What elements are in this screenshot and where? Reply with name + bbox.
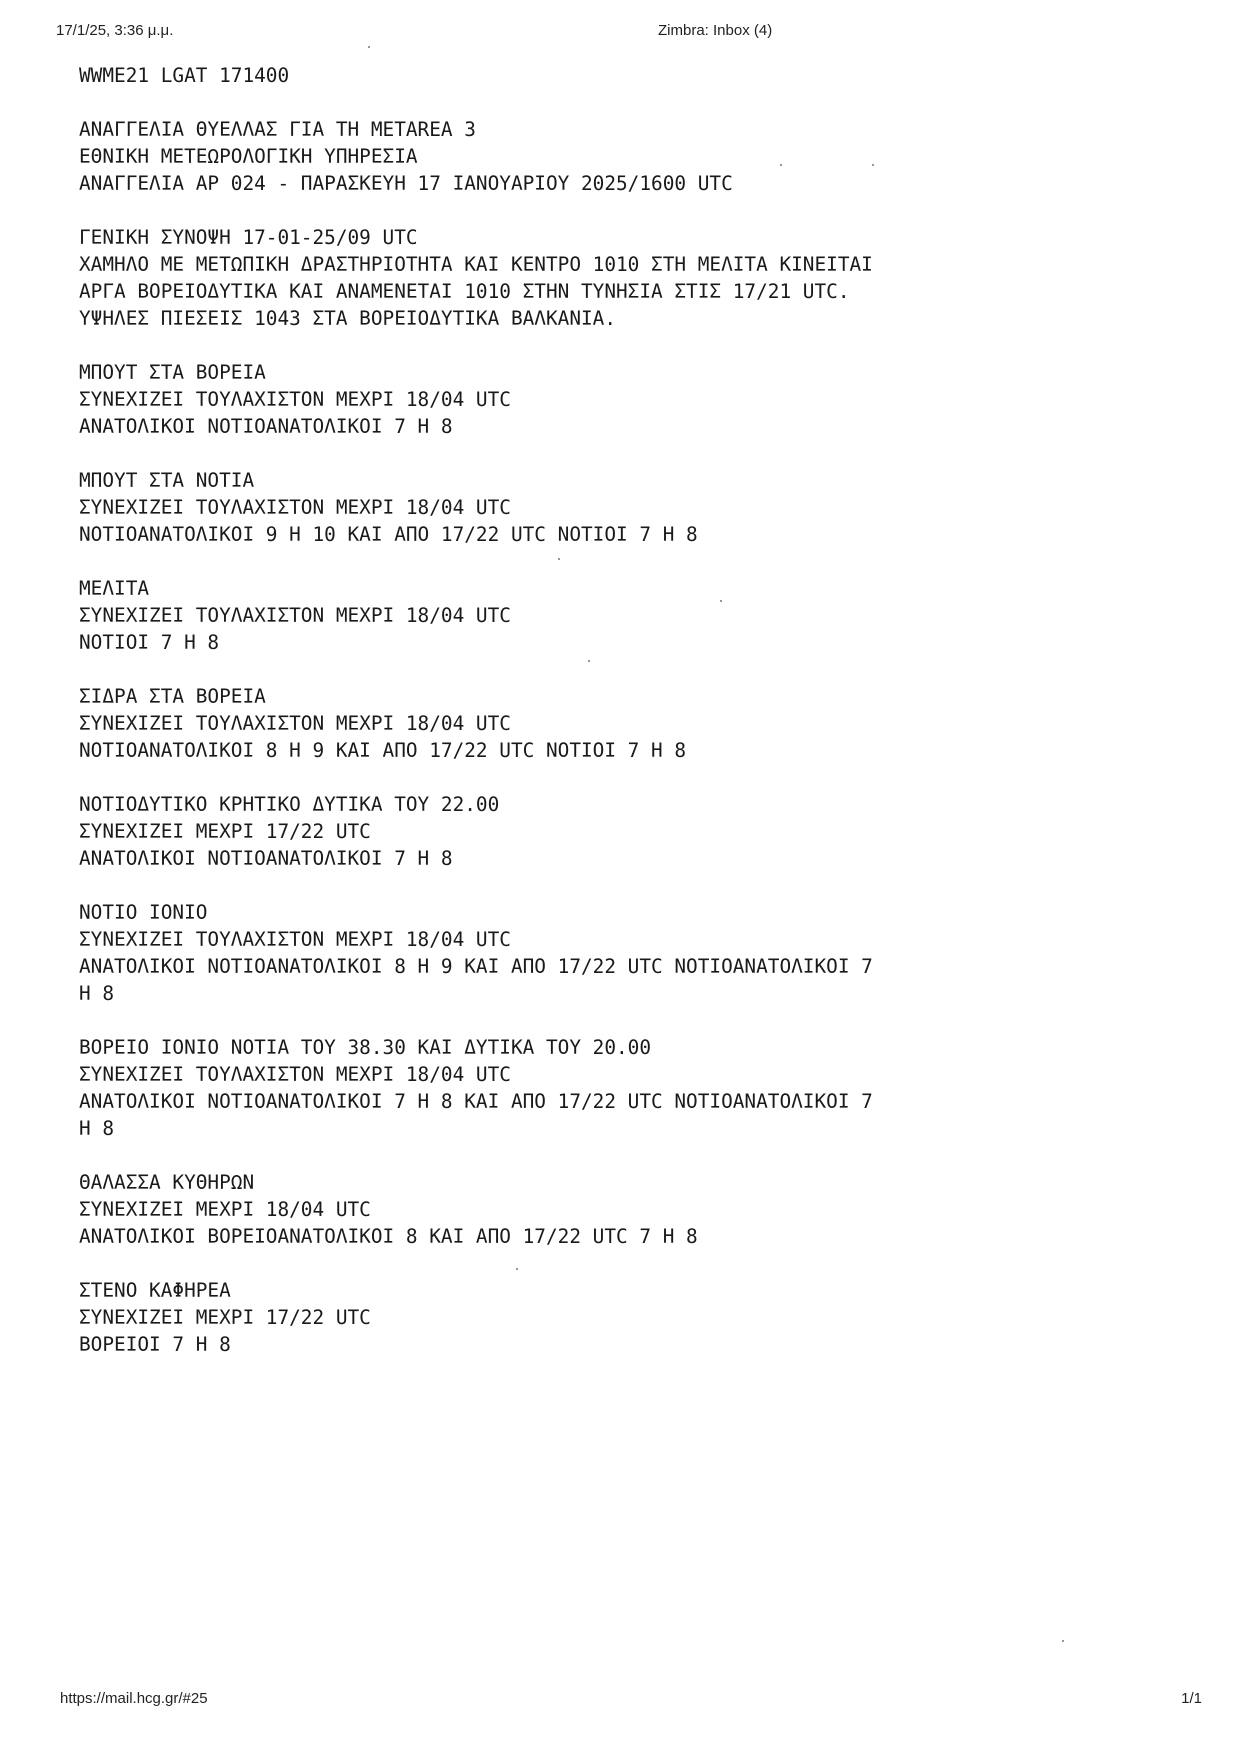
section-line: ΣΥΝΕΧΙΖΕΙ ΜΕΧΡΙ 17/22 UTC bbox=[79, 1306, 371, 1329]
section-line: ΑΡΓΑ ΒΟΡΕΙΟΔΥΤΙΚΑ ΚΑΙ ΑΝΑΜΕΝΕΤΑΙ 1010 ΣΤΗΝ ΤΥΝΗΣΙΑ ΣΤΙΣ 17/21 UTC. bbox=[79, 280, 850, 303]
message-header-line: WWME21 LGAT 171400 bbox=[79, 64, 290, 87]
scan-speck bbox=[558, 558, 560, 560]
section-line: ΣΥΝΕΧΙΖΕΙ ΤΟΥΛΑΧΙΣΤΟΝ ΜΕΧΡΙ 18/04 UTC bbox=[79, 388, 511, 411]
scan-speck bbox=[720, 600, 722, 602]
section-line: Η 8 bbox=[79, 982, 115, 1005]
print-date: 17/1/25, 3:36 μ.μ. bbox=[56, 22, 174, 39]
forecast-section bbox=[79, 116, 1079, 197]
forecast-section bbox=[79, 899, 1079, 1007]
section-title: ΒΟΡΕΙΟ ΙΟΝΙΟ ΝΟΤΙΑ ΤΟΥ 38.30 ΚΑΙ ΔΥΤΙΚΑ ΤΟΥ 20.00 bbox=[79, 1036, 652, 1059]
forecast-section bbox=[79, 1169, 1079, 1250]
section-line: ΥΨΗΛΕΣ ΠΙΕΣΕΙΣ 1043 ΣΤΑ ΒΟΡΕΙΟΔΥΤΙΚΑ ΒΑΛΚΑΝΙΑ. bbox=[79, 307, 617, 330]
section-title: ΣΙΔΡΑ ΣΤΑ ΒΟΡΕΙΑ bbox=[79, 685, 266, 708]
scan-speck bbox=[872, 164, 874, 166]
message-body bbox=[79, 62, 1079, 1385]
scan-speck bbox=[368, 46, 370, 48]
section-title: ΜΕΛΙΤΑ bbox=[79, 577, 150, 600]
section-line: ΣΥΝΕΧΙΖΕΙ ΤΟΥΛΑΧΙΣΤΟΝ ΜΕΧΡΙ 18/04 UTC bbox=[79, 1063, 511, 1086]
forecast-section bbox=[79, 683, 1079, 764]
section-title: ΜΠΟΥΤ ΣΤΑ ΝΟΤΙΑ bbox=[79, 469, 255, 492]
scan-speck bbox=[588, 660, 590, 662]
section-line: ΣΥΝΕΧΙΖΕΙ ΜΕΧΡΙ 18/04 UTC bbox=[79, 1198, 371, 1221]
section-line: ΑΝΑΤΟΛΙΚΟΙ ΝΟΤΙΟΑΝΑΤΟΛΙΚΟΙ 7 Η 8 ΚΑΙ ΑΠΟ 17/22 UTC ΝΟΤΙΟΑΝΑΤΟΛΙΚΟΙ 7 bbox=[79, 1090, 873, 1113]
section-line: ΣΥΝΕΧΙΖΕΙ ΤΟΥΛΑΧΙΣΤΟΝ ΜΕΧΡΙ 18/04 UTC bbox=[79, 928, 511, 951]
forecast-section bbox=[79, 359, 1079, 440]
section-line: ΧΑΜΗΛΟ ΜΕ ΜΕΤΩΠΙΚΗ ΔΡΑΣΤΗΡΙΟΤΗΤΑ ΚΑΙ ΚΕΝΤΡΟ 1010 ΣΤΗ ΜΕΛΙΤΑ ΚΙΝΕΙΤΑΙ bbox=[79, 253, 873, 276]
forecast-section bbox=[79, 1034, 1079, 1142]
section-title: ΝΟΤΙΟ ΙΟΝΙΟ bbox=[79, 901, 208, 924]
section-line: ΝΟΤΙΟΙ 7 Η 8 bbox=[79, 631, 220, 654]
scan-speck bbox=[780, 164, 782, 166]
section-title: ΑΝΑΓΓΕΛΙΑ ΘΥΕΛΛΑΣ ΓΙΑ ΤΗ METAREA 3 bbox=[79, 118, 476, 141]
section-line: ΣΥΝΕΧΙΖΕΙ ΜΕΧΡΙ 17/22 UTC bbox=[79, 820, 371, 843]
section-line: ΑΝΑΓΓΕΛΙΑ ΑΡ 024 - ΠΑΡΑΣΚΕΥΗ 17 ΙΑΝΟΥΑΡΙΟΥ 2025/1600 UTC bbox=[79, 172, 733, 195]
section-line: ΣΥΝΕΧΙΖΕΙ ΤΟΥΛΑΧΙΣΤΟΝ ΜΕΧΡΙ 18/04 UTC bbox=[79, 604, 511, 627]
forecast-section bbox=[79, 1277, 1079, 1358]
print-header bbox=[0, 22, 1240, 42]
section-title: ΘΑΛΑΣΣΑ ΚΥΘΗΡΩΝ bbox=[79, 1171, 255, 1194]
section-line: ΑΝΑΤΟΛΙΚΟΙ ΒΟΡΕΙΟΑΝΑΤΟΛΙΚΟΙ 8 ΚΑΙ ΑΠΟ 17/22 UTC 7 Η 8 bbox=[79, 1225, 698, 1248]
print-page-title: Zimbra: Inbox (4) bbox=[658, 22, 773, 39]
scan-speck bbox=[516, 1268, 518, 1270]
forecast-section bbox=[79, 575, 1079, 656]
forecast-section bbox=[79, 224, 1079, 332]
forecast-section bbox=[79, 467, 1079, 548]
section-line: ΑΝΑΤΟΛΙΚΟΙ ΝΟΤΙΟΑΝΑΤΟΛΙΚΟΙ 7 Η 8 bbox=[79, 847, 453, 870]
section-line: ΑΝΑΤΟΛΙΚΟΙ ΝΟΤΙΟΑΝΑΤΟΛΙΚΟΙ 8 Η 9 ΚΑΙ ΑΠΟ 17/22 UTC ΝΟΤΙΟΑΝΑΤΟΛΙΚΟΙ 7 bbox=[79, 955, 873, 978]
section-title: ΝΟΤΙΟΔΥΤΙΚΟ ΚΡΗΤΙΚΟ ΔΥΤΙΚΑ ΤΟΥ 22.00 bbox=[79, 793, 500, 816]
section-line: ΕΘΝΙΚΗ ΜΕΤΕΩΡΟΛΟΓΙΚΗ ΥΠΗΡΕΣΙΑ bbox=[79, 145, 418, 168]
print-page-number: 1/1 bbox=[1181, 1690, 1202, 1707]
section-line: ΒΟΡΕΙΟΙ 7 Η 8 bbox=[79, 1333, 231, 1356]
section-title: ΓΕΝΙΚΗ ΣΥΝΟΨΗ 17-01-25/09 UTC bbox=[79, 226, 418, 249]
section-line: ΝΟΤΙΟΑΝΑΤΟΛΙΚΟΙ 8 Η 9 ΚΑΙ ΑΠΟ 17/22 UTC ΝΟΤΙΟΙ 7 Η 8 bbox=[79, 739, 687, 762]
section-line: ΣΥΝΕΧΙΖΕΙ ΤΟΥΛΑΧΙΣΤΟΝ ΜΕΧΡΙ 18/04 UTC bbox=[79, 496, 511, 519]
scan-speck bbox=[1062, 1640, 1064, 1642]
print-url: https://mail.hcg.gr/#25 bbox=[60, 1690, 208, 1707]
section-line: Η 8 bbox=[79, 1117, 115, 1140]
print-footer bbox=[0, 1690, 1240, 1710]
section-line: ΣΥΝΕΧΙΖΕΙ ΤΟΥΛΑΧΙΣΤΟΝ ΜΕΧΡΙ 18/04 UTC bbox=[79, 712, 511, 735]
section-title: ΜΠΟΥΤ ΣΤΑ ΒΟΡΕΙΑ bbox=[79, 361, 266, 384]
section-line: ΑΝΑΤΟΛΙΚΟΙ ΝΟΤΙΟΑΝΑΤΟΛΙΚΟΙ 7 Η 8 bbox=[79, 415, 453, 438]
message-sections bbox=[79, 116, 1079, 1358]
section-title: ΣΤΕΝΟ ΚΑΦΗΡΕΑ bbox=[79, 1279, 231, 1302]
section-line: ΝΟΤΙΟΑΝΑΤΟΛΙΚΟΙ 9 Η 10 ΚΑΙ ΑΠΟ 17/22 UTC ΝΟΤΙΟΙ 7 Η 8 bbox=[79, 523, 698, 546]
forecast-section bbox=[79, 791, 1079, 872]
